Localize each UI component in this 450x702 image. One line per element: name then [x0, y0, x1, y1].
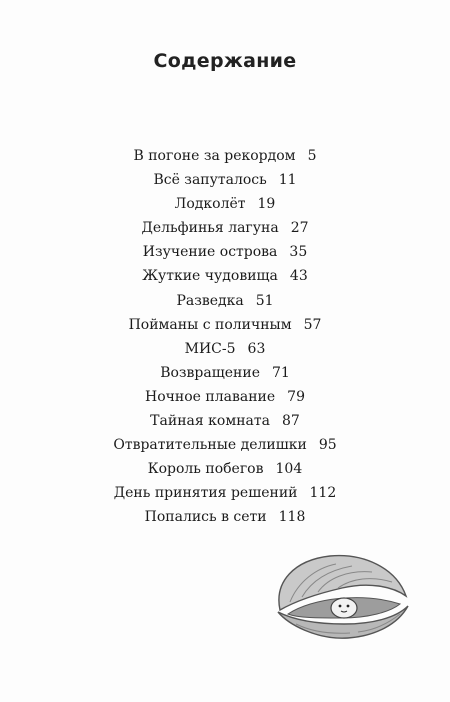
- chapter-title: Отвратительные делишки: [113, 437, 307, 454]
- chapter-title: День принятия решений: [113, 485, 298, 502]
- chapter-title: Жуткие чудовища: [142, 268, 278, 285]
- chapter-title: Ночное плавание: [145, 388, 276, 405]
- toc-entry: [0, 457, 450, 481]
- chapter-title: МИС-5: [184, 340, 236, 357]
- toc-entry: [0, 168, 450, 192]
- chapter-title: Попались в сети: [144, 509, 267, 526]
- chapter-title: Всё запуталось: [153, 172, 267, 189]
- toc-entry: [0, 409, 450, 433]
- page-title: Содержание: [153, 50, 297, 72]
- page-number: 79: [287, 388, 305, 405]
- toc-entry: [0, 144, 450, 168]
- page-number: 95: [318, 437, 337, 454]
- toc-entry: [0, 289, 450, 313]
- chapter-title: Разведка: [176, 292, 244, 309]
- page-number: 35: [289, 244, 308, 261]
- toc-entry: [0, 433, 450, 457]
- chapter-title: Тайная комната: [150, 413, 270, 430]
- chapter-title: Дельфинья лагуна: [141, 220, 279, 237]
- toc-entry: [0, 505, 450, 529]
- toc-entry: [0, 240, 450, 264]
- toc-entry: [0, 264, 450, 288]
- chapter-title: Пойманы с поличным: [128, 316, 292, 333]
- page-number: 112: [309, 485, 337, 502]
- toc-entry: [0, 192, 450, 216]
- toc-entry: [0, 313, 450, 337]
- table-of-contents: [0, 144, 450, 530]
- page-number: 71: [271, 364, 290, 381]
- page-number: 57: [303, 316, 322, 333]
- toc-entry: [0, 337, 450, 361]
- page-number: 11: [278, 172, 297, 189]
- page-number: 104: [275, 461, 303, 478]
- chapter-title: Король побегов: [147, 461, 264, 478]
- chapter-title: Возвращение: [160, 364, 260, 381]
- page-number: 27: [290, 220, 309, 237]
- page-number: 43: [289, 268, 308, 285]
- page-number: 5: [307, 148, 317, 164]
- oyster-shell-icon: [272, 552, 412, 644]
- chapter-title: Лодколёт: [174, 196, 246, 213]
- chapter-title: Изучение острова: [142, 244, 278, 261]
- page-number: 19: [257, 196, 276, 213]
- toc-entry: [0, 481, 450, 505]
- page-number: 51: [255, 292, 274, 309]
- page-number: 63: [247, 340, 266, 357]
- page-number: 87: [282, 413, 300, 430]
- toc-entry: [0, 216, 450, 240]
- chapter-title: В погоне за рекордом: [133, 148, 296, 164]
- page-number: 118: [278, 509, 306, 526]
- toc-entry: [0, 361, 450, 385]
- toc-entry: [0, 385, 450, 409]
